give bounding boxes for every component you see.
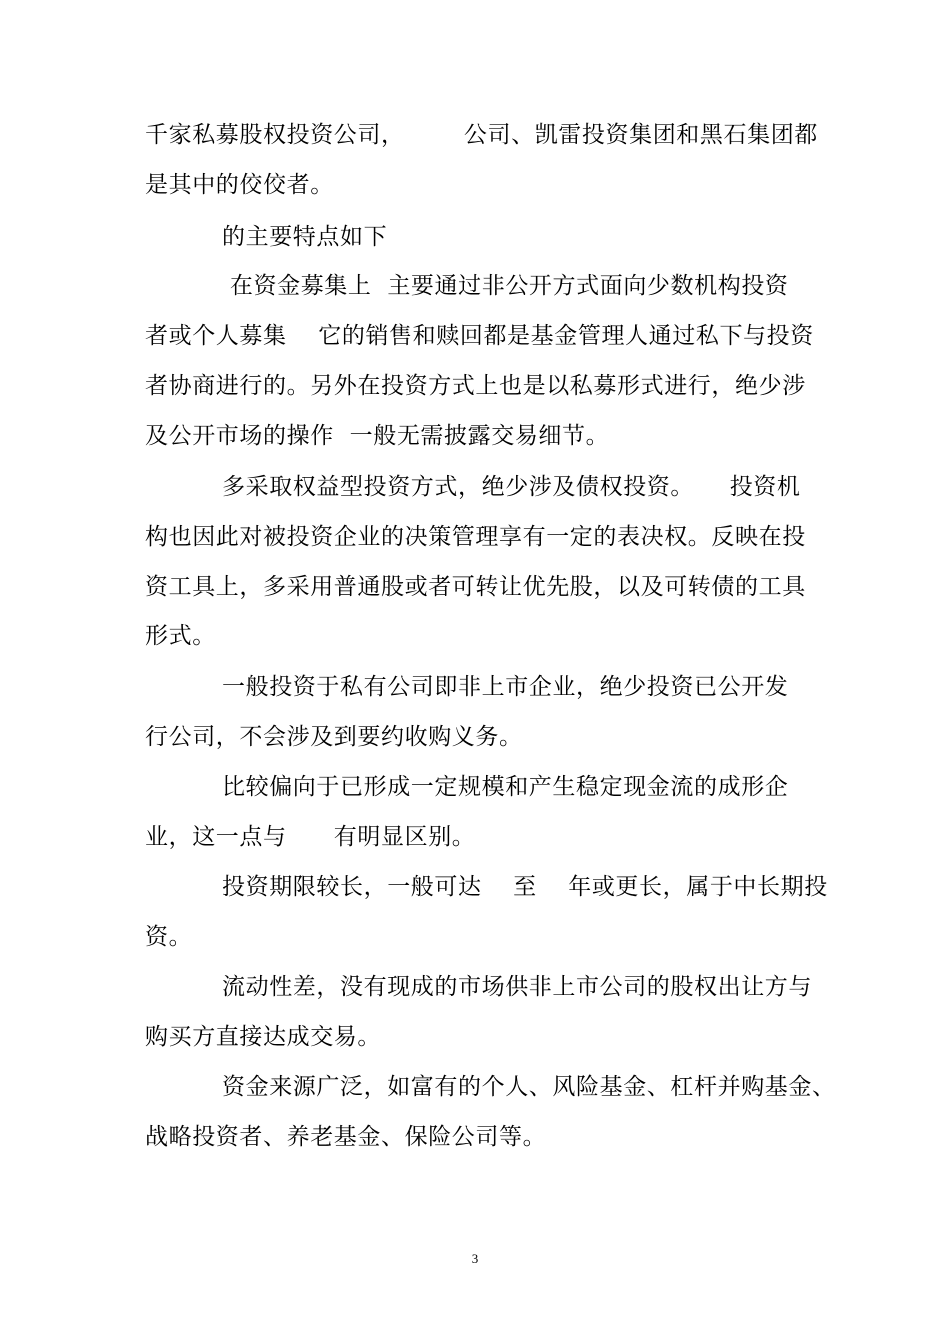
paragraph-3-line-2: 者或个人募集 它的销售和赎回都是基金管理人通过私下与投资 (145, 323, 814, 349)
paragraph-6-line-1: 比较偏向于已形成一定规模和产生稳定现金流的成形企 (222, 774, 789, 800)
paragraph-5-line-2: 行公司，不会涉及到要约收购义务。 (145, 724, 523, 750)
paragraph-4-line-4: 形式。 (145, 623, 216, 649)
paragraph-6-line-2: 业，这一点与 有明显区别。 (145, 824, 476, 850)
paragraph-3-line-4: 及公开市场的操作 一般无需披露交易细节。 (145, 423, 610, 449)
paragraph-7-line-1: 投资期限较长，一般可达 至 年或更长，属于中长期投 (222, 874, 828, 900)
paragraph-5-line-1: 一般投资于私有公司即非上市企业，绝少投资已公开发 (222, 674, 789, 700)
paragraph-3-line-3: 者协商进行的。另外在投资方式上也是以私募形式进行，绝少涉 (145, 373, 806, 399)
paragraph-8-line-2: 购买方直接达成交易。 (145, 1024, 381, 1050)
paragraph-3-line-1: 在资金募集上 主要通过非公开方式面向少数机构投资 (222, 273, 789, 299)
paragraph-4-line-3: 资工具上，多采用普通股或者可转让优先股，以及可转债的工具 (145, 574, 806, 600)
paragraph-4-line-1: 多采取权益型投资方式，绝少涉及债权投资。 投资机 (222, 474, 801, 500)
paragraph-8-line-1: 流动性差，没有现成的市场供非上市公司的股权出让方与 (222, 974, 812, 1000)
paragraph-9-line-1: 资金来源广泛，如富有的个人、风险基金、杠杆并购基金、 (222, 1074, 836, 1100)
paragraph-9-line-2: 战略投资者、养老基金、保险公司等。 (145, 1124, 547, 1150)
page-number: 3 (471, 1251, 479, 1266)
paragraph-7-line-2: 资。 (145, 924, 193, 950)
paragraph-2-line-1: 的主要特点如下 (222, 224, 388, 250)
paragraph-1-line-1: 千家私募股权投资公司， 公司、凯雷投资集团和黑石集团都 (145, 122, 818, 148)
paragraph-1-line-2: 是其中的佼佼者。 (145, 172, 334, 198)
paragraph-4-line-2: 构也因此对被投资企业的决策管理享有一定的表决权。反映在投 (145, 524, 806, 550)
